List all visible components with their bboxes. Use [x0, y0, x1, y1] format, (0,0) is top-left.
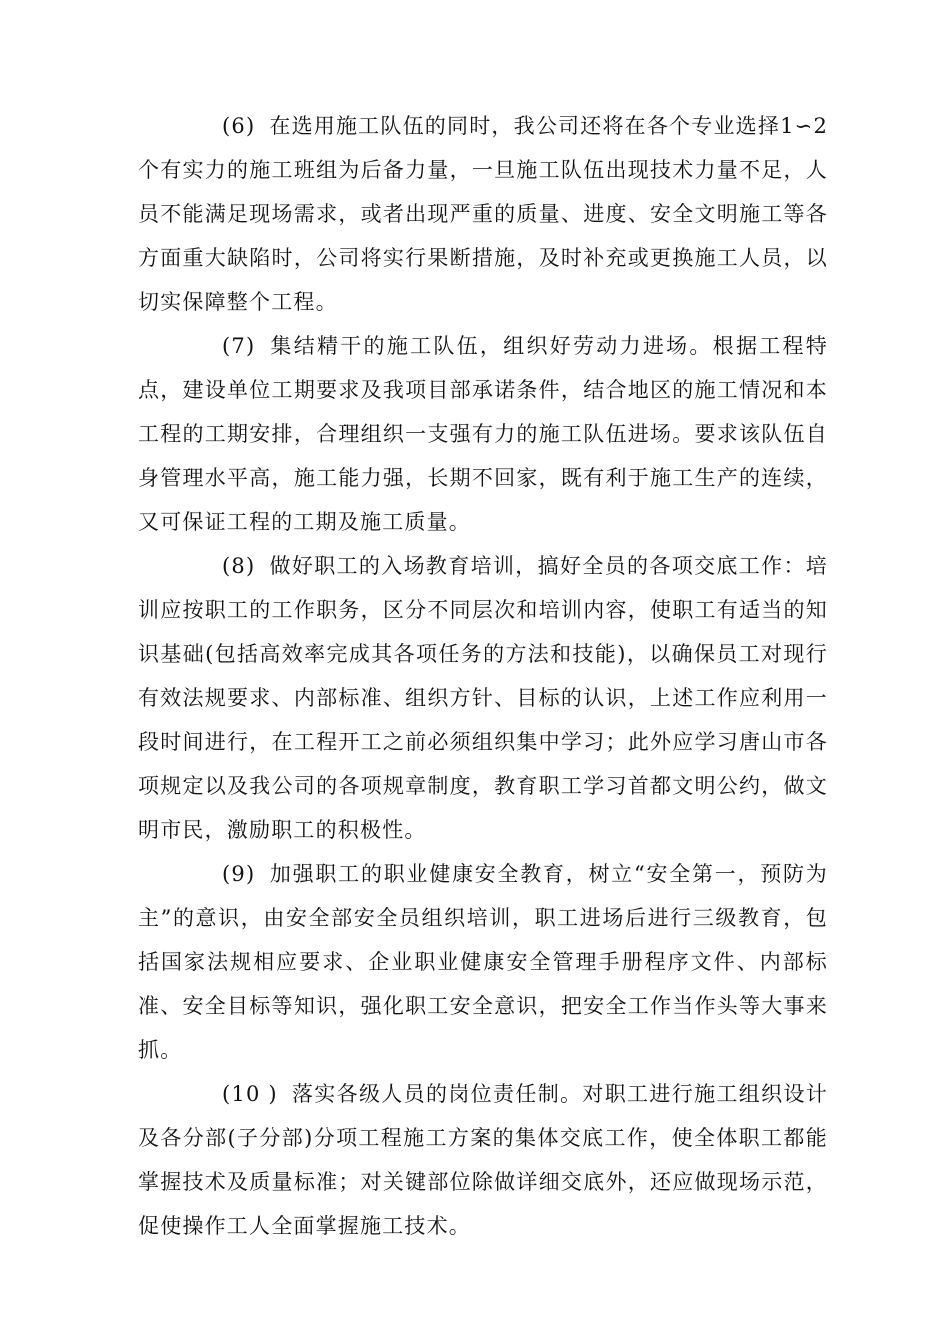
paragraph-6: [138, 104, 828, 324]
paragraph-number: (9): [222, 862, 256, 886]
paragraph-number: (7): [222, 334, 256, 358]
paragraph-number: (6): [222, 114, 256, 138]
paragraph-9: [138, 852, 828, 1072]
paragraph-10: [138, 1072, 828, 1248]
paragraph-number: (8): [222, 554, 256, 578]
paragraph-number: (10 ): [222, 1082, 278, 1106]
paragraph-text: 加强职工的职业健康安全教育，树立“安全第一，预防为主”的意识，由安全部安全员组织培训，职工进场后进行三级教育，包括国家法规相应要求、企业职业健康安全管理手册程序文件、内部标准、安全目标等知识，强化职工安全意识，把安全工作当作头等大事来抓。: [138, 862, 828, 1062]
paragraph-text: 做好职工的入场教育培训，搞好全员的各项交底工作：培训应按职工的工作职务，区分不同层次和培训内容，使职工有适当的知识基础(包括高效率完成其各项任务的方法和技能)，以确保员工对现行有效法规要求、内部标准、组织方针、目标的认识，上述工作应利用一段时间进行，在工程开工之前必须组织集中学习；此外应学习唐山市各项规定以及我公司的各项规章制度，教育职工学习首都文明公约，做文明市民，激励职工的积极性。: [138, 554, 828, 842]
paragraph-text: 在选用施工队伍的同时，我公司还将在各个专业选择1∽2个有实力的施工班组为后备力量，一旦施工队伍出现技术力量不足，人员不能满足现场需求，或者出现严重的质量、进度、安全文明施工等各方面重大缺陷时，公司将实行果断措施，及时补充或更换施工人员，以切实保障整个工程。: [138, 114, 828, 314]
document-body: [138, 104, 828, 1248]
paragraph-8: [138, 544, 828, 852]
paragraph-text: 落实各级人员的岗位责任制。对职工进行施工组织设计及各分部(子分部)分项工程施工方案的集体交底工作，使全体职工都能掌握技术及质量标准；对关键部位除做详细交底外，还应做现场示范，促使操作工人全面掌握施工技术。: [138, 1082, 828, 1238]
paragraph-text: 集结精干的施工队伍，组织好劳动力进场。根据工程特点，建设单位工期要求及我项目部承诺条件，结合地区的施工情况和本工程的工期安排，合理组织一支强有力的施工队伍进场。要求该队伍自身管理水平高，施工能力强，长期不回家，既有利于施工生产的连续，又可保证工程的工期及施工质量。: [138, 334, 828, 534]
paragraph-7: [138, 324, 828, 544]
